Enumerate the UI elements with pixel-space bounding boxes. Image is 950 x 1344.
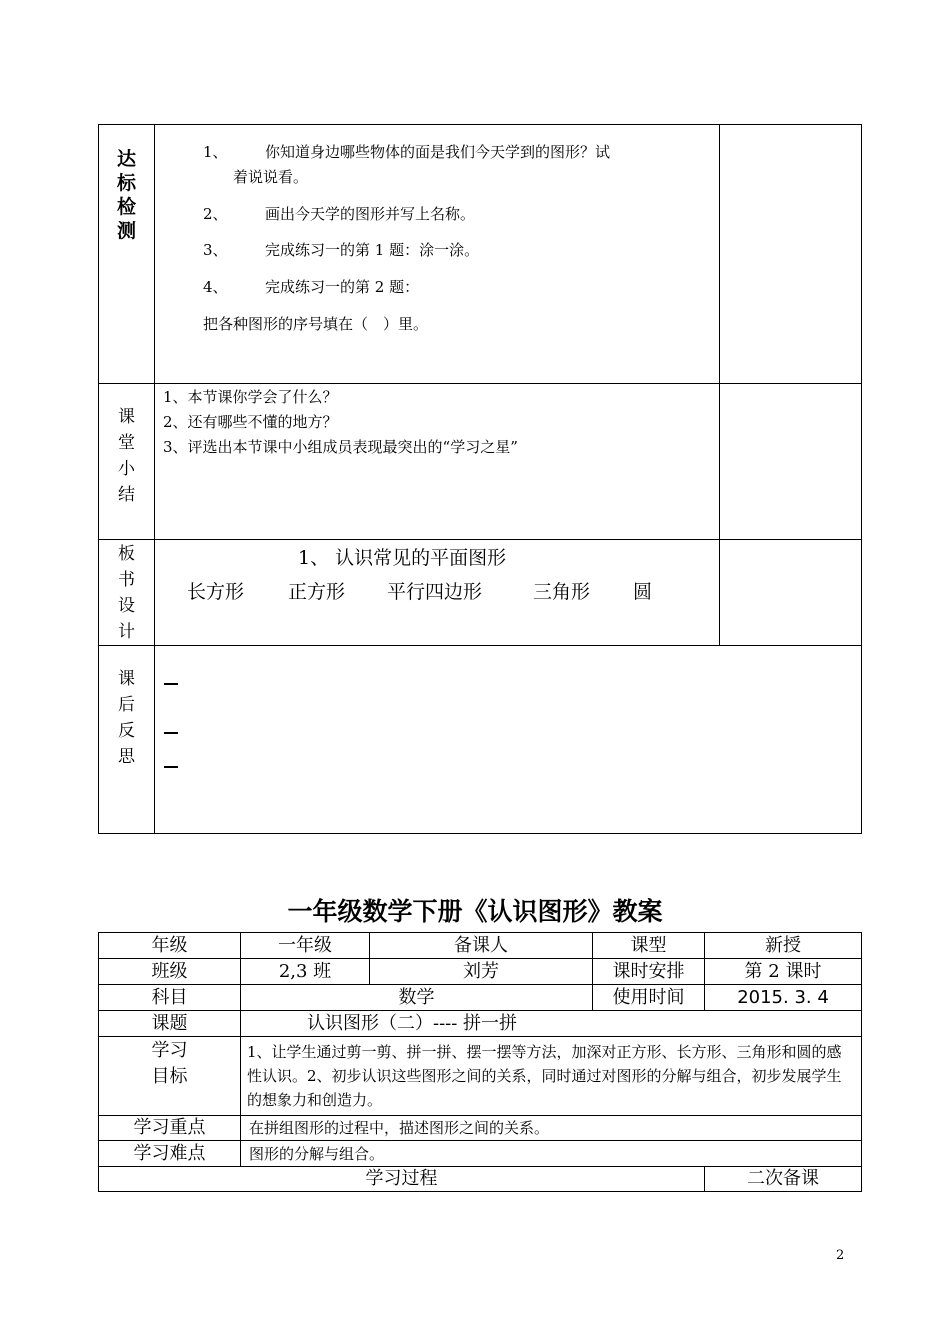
info-row <box>99 1141 862 1167</box>
schedule-value: 第 2 课时 <box>705 959 862 985</box>
test-item-4: 完成练习一的第 2 题： <box>265 278 420 296</box>
lesson-plan-upper-table <box>98 124 862 834</box>
goal-row <box>99 1037 862 1116</box>
item-number: 3、 <box>203 241 228 259</box>
preparer-label: 备课人 <box>370 933 593 959</box>
difficulty-label: 学习难点 <box>99 1141 241 1167</box>
label-char: 反 <box>118 721 135 741</box>
blank-line-mark <box>164 766 178 768</box>
grade-label: 年级 <box>99 933 241 959</box>
topic-label: 课题 <box>99 1011 241 1037</box>
summary-row <box>99 384 862 540</box>
label-char: 堂 <box>118 433 135 453</box>
label-char: 标 <box>116 172 136 194</box>
type-label: 课型 <box>593 933 705 959</box>
info-row <box>99 933 862 959</box>
board-content <box>155 540 720 646</box>
test-item-3: 完成练习一的第 1 题：涂一涂。 <box>265 241 480 259</box>
type-value: 新授 <box>705 933 862 959</box>
item-number: 2、 <box>203 205 228 223</box>
label-char: 课 <box>118 407 135 427</box>
reflection-content <box>155 646 862 834</box>
document-title: 一年级数学下册《认识图形》教案 <box>287 897 663 926</box>
info-row <box>99 959 862 985</box>
summary-item-3: 3、评选出本节课中小组成员表现最突出的“学习之星” <box>163 438 518 456</box>
label-char: 后 <box>118 695 135 715</box>
schedule-label: 课时安排 <box>593 959 705 985</box>
test-item-2: 画出今天学的图形并写上名称。 <box>265 205 476 223</box>
second-prep-label: 二次备课 <box>705 1167 862 1192</box>
board-shape: 正方形 <box>288 581 346 603</box>
label-char: 思 <box>118 747 135 767</box>
info-row <box>99 985 862 1011</box>
label-char: 书 <box>118 570 135 590</box>
test-notes-cell <box>720 125 862 384</box>
board-heading: 1、 认识常见的平面图形 <box>298 547 507 569</box>
key-point-value: 在拼组图形的过程中，描述图形之间的关系。 <box>241 1116 862 1141</box>
info-row <box>99 1011 862 1037</box>
key-point-label: 学习重点 <box>99 1116 241 1141</box>
label-char: 达 <box>116 148 136 170</box>
label-char: 课 <box>118 669 135 689</box>
board-row <box>99 540 862 646</box>
label-char: 小 <box>118 459 135 479</box>
blank-line-mark <box>164 683 178 685</box>
test-item-4-detail: 把各种图形的序号填在（ ）里。 <box>203 315 429 333</box>
board-shape: 三角形 <box>533 581 591 603</box>
preparer-value: 刘芳 <box>370 959 593 985</box>
grade-value: 一年级 <box>241 933 370 959</box>
reflection-section-label <box>99 646 155 834</box>
summary-content <box>155 384 720 540</box>
topic-value: 认识图形（二）---- 拼一拼 <box>241 1011 862 1037</box>
label-char: 设 <box>118 596 135 616</box>
process-label: 学习过程 <box>99 1167 705 1192</box>
page-number: 2 <box>836 1248 845 1263</box>
test-item-1: 你知道身边哪些物体的面是我们今天学到的图形？试 <box>265 143 611 161</box>
label-char: 计 <box>118 622 135 642</box>
class-label: 班级 <box>99 959 241 985</box>
subject-label: 科目 <box>99 985 241 1011</box>
board-notes-cell <box>720 540 862 646</box>
info-row <box>99 1116 862 1141</box>
summary-item-1: 1、本节课你学会了什么？ <box>163 388 338 406</box>
board-section-label <box>99 540 155 646</box>
blank-line-mark <box>164 732 178 734</box>
board-shape: 圆 <box>633 581 653 603</box>
date-value: 2015. 3. 4 <box>705 985 862 1011</box>
process-header-row <box>99 1167 862 1192</box>
goal-value: 1、让学生通过剪一剪、拼一拼、摆一摆等方法，加深对正方形、长方形、三角形和圆的感性认识。2、初步认识这些图形之间的关系，同时通过对图形的分解与组合，初步发展学生的想象力和创造力。 <box>241 1037 862 1116</box>
lesson-info-table <box>98 932 862 1192</box>
test-item-1-cont: 着说说看。 <box>233 168 309 186</box>
board-shape: 长方形 <box>187 581 245 603</box>
date-label: 使用时间 <box>593 985 705 1011</box>
label-char: 结 <box>118 485 135 505</box>
test-section-label <box>99 125 155 384</box>
class-value: 2,3 班 <box>241 959 370 985</box>
subject-value: 数学 <box>241 985 593 1011</box>
item-number: 1、 <box>203 143 228 161</box>
summary-notes-cell <box>720 384 862 540</box>
test-content <box>155 125 720 384</box>
summary-item-2: 2、还有哪些不懂的地方？ <box>163 413 338 431</box>
label-char: 测 <box>116 220 136 242</box>
goal-label-line: 目标 <box>151 1066 188 1087</box>
summary-section-label <box>99 384 155 540</box>
reflection-row <box>99 646 862 834</box>
label-char: 检 <box>116 196 136 218</box>
item-number: 4、 <box>203 278 228 296</box>
label-char: 板 <box>118 544 135 564</box>
difficulty-value: 图形的分解与组合。 <box>241 1141 862 1167</box>
goal-label-line: 学习 <box>151 1040 188 1061</box>
board-shape: 平行四边形 <box>387 581 483 603</box>
goal-label <box>99 1037 241 1116</box>
test-row <box>99 125 862 384</box>
